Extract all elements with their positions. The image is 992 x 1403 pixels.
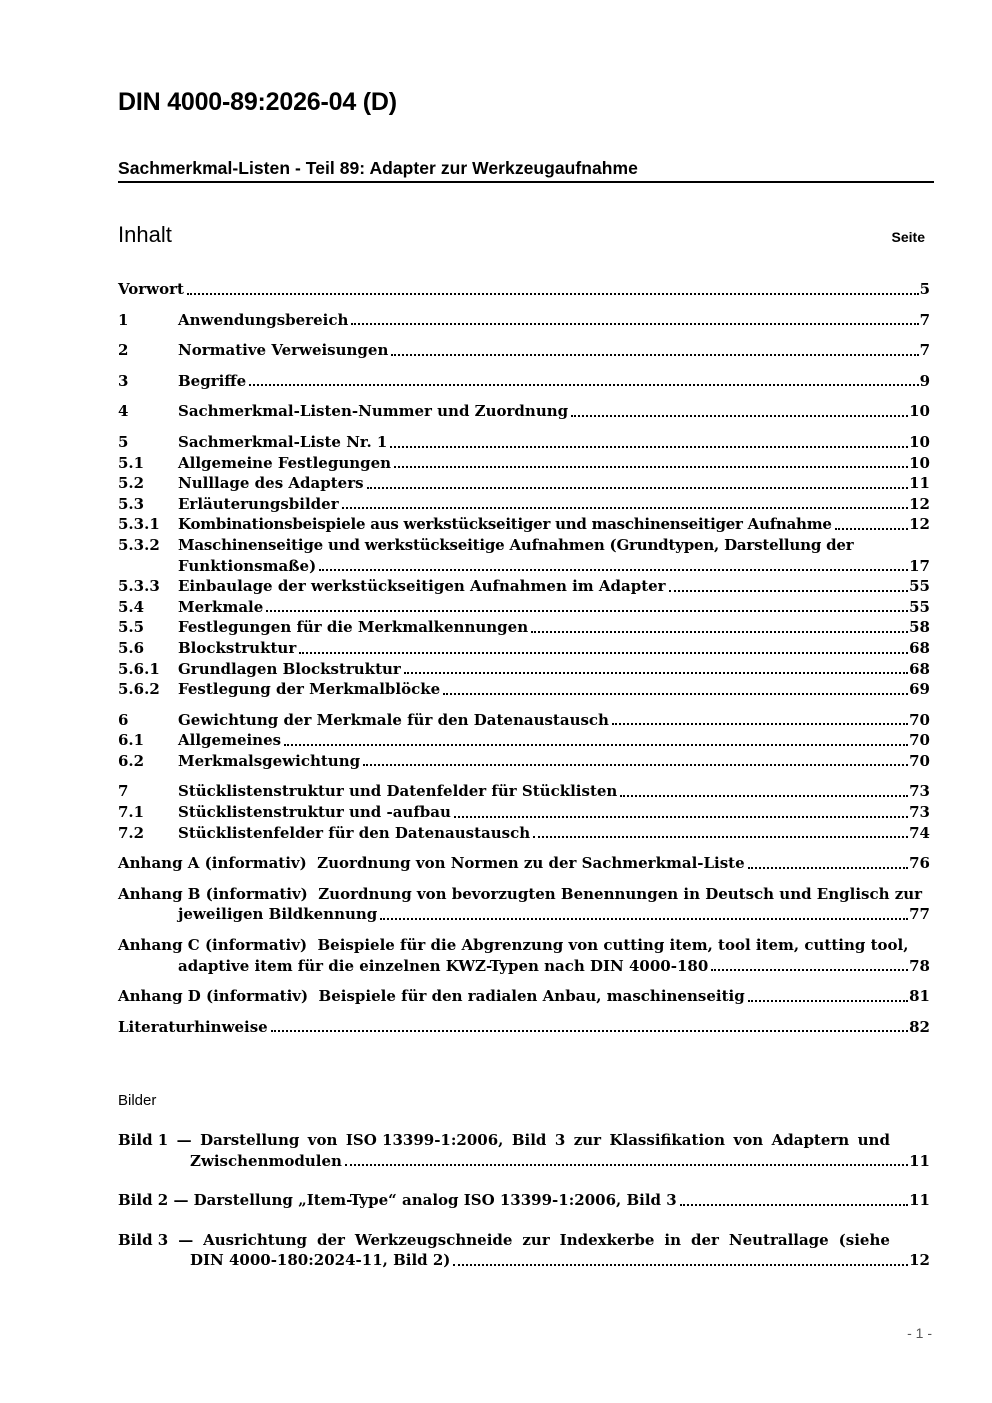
toc-entry-number: 5.1 [118, 453, 145, 472]
toc-entry-text: Literaturhinweise [118, 1017, 268, 1036]
toc-entry-text: Allgemeine Festlegungen [178, 453, 392, 472]
toc-entry-page: 11 [909, 474, 930, 493]
toc-entry-page: 81 [909, 987, 930, 1006]
toc-entry-annex-b[interactable] [118, 884, 930, 925]
leader-dots [404, 666, 908, 674]
toc-entry-5-5[interactable] [118, 617, 930, 638]
leader-dots [748, 994, 908, 1002]
toc-entry-page: 78 [909, 956, 930, 975]
toc-entry-page: 55 [909, 577, 930, 596]
toc-entry-annex-d[interactable] [118, 986, 930, 1007]
toc-entry-number: 5 [118, 432, 129, 451]
document-id: DIN 4000-89:2026-04 (D) [118, 88, 397, 116]
figure-word: der [690, 1230, 719, 1249]
toc-entry-text: Allgemeines [178, 731, 282, 750]
toc-entry-annex-c[interactable] [118, 935, 930, 976]
toc-entry-text: Festlegungen für die Merkmalkennungen [178, 618, 529, 637]
toc-entry-text: Stücklistenstruktur und -aufbau [178, 803, 451, 822]
figure-word: ISO 13399-1:2006, [345, 1131, 504, 1149]
leader-dots [711, 963, 908, 971]
list-of-figures [118, 1130, 930, 1290]
leader-dots [612, 717, 908, 725]
figure-entry-text-line1 [118, 1130, 890, 1151]
toc-entry-page: 17 [909, 556, 930, 575]
toc-entry-1[interactable] [118, 310, 930, 331]
toc-entry-text: Vorwort [118, 280, 184, 298]
figure-entry-text: Bild 2 — Darstellung „Item-Type“ analog ISO 13399-1:2006, Bild 3 [118, 1191, 677, 1210]
leader-dots [271, 1024, 908, 1032]
toc-entry-page: 68 [909, 638, 930, 657]
figure-word: zur [522, 1230, 550, 1249]
toc-entry-6-2[interactable] [118, 751, 930, 772]
toc-entry-text-line1: Anhang C (informativ) Beispiele für die Abgrenzung von cutting item, tool item, cutting tool, [118, 936, 909, 955]
toc-entry-number: 7 [118, 782, 129, 801]
toc-entry-page: 82 [909, 1017, 930, 1036]
toc-entry-text: Anwendungsbereich [178, 310, 349, 329]
toc-entry-page: 69 [909, 680, 930, 699]
figure-word: Darstellung [200, 1131, 300, 1149]
toc-entry-page: 10 [909, 432, 930, 451]
toc-entry-5-6-1[interactable] [118, 659, 930, 680]
figure-word: Bild [511, 1131, 547, 1149]
leader-dots [249, 378, 918, 386]
toc-entry-page: 7 [919, 310, 930, 329]
toc-entry-5-3[interactable] [118, 494, 930, 515]
toc-entry-text: Sachmerkmal-Liste Nr. 1 [178, 432, 388, 451]
toc-entry-text-line2: jeweiligen Bildkennung [178, 905, 378, 924]
toc-entry-number: 5.3.1 [118, 515, 160, 534]
toc-entry-number: 6 [118, 710, 129, 729]
table-of-contents [118, 279, 930, 1037]
toc-entry-page: 7 [919, 341, 930, 360]
toc-entry-text-line1: Maschinenseitige und werkstückseitige Aufnahmen (Grundtypen, Darstellung der [178, 535, 854, 554]
toc-entry-text: Stücklistenstruktur und Datenfelder für Stücklisten [178, 782, 618, 801]
toc-entry-5-4[interactable] [118, 597, 930, 618]
toc-entry-text: Erläuterungsbilder [178, 494, 339, 513]
toc-entry-6[interactable] [118, 710, 930, 731]
leader-dots [345, 1158, 908, 1166]
leader-dots [363, 758, 908, 766]
toc-entry-number: 6.1 [118, 731, 145, 750]
toc-entry-text-line1: Anhang B (informativ) Zuordnung von bevorzugten Benennungen in Deutsch und Englisch zur [118, 884, 923, 903]
figure-entry-2[interactable] [118, 1190, 930, 1211]
document-title: Sachmerkmal-Listen - Teil 89: Adapter zur Werkzeugaufnahme [118, 158, 638, 178]
figure-word: Neutrallage [728, 1230, 829, 1249]
toc-entry-page: 12 [909, 515, 930, 534]
figure-word: — [178, 1230, 194, 1249]
toc-entry-page: 70 [909, 751, 930, 770]
toc-entry-text: Normative Verweisungen [178, 341, 389, 360]
toc-entry-text: Stücklistenfelder für den Datenaustausch [178, 823, 531, 842]
toc-entry-number: 6.2 [118, 751, 145, 770]
leader-dots [394, 460, 908, 468]
toc-entry-text: Kombinationsbeispiele aus werkstückseitiger und maschinenseitiger Aufnahme [178, 515, 832, 534]
toc-entry-7-2[interactable] [118, 823, 930, 844]
toc-entry-number: 5.6.2 [118, 680, 160, 699]
toc-entry-annex-a[interactable] [118, 853, 930, 874]
toc-entry-literatur[interactable] [118, 1017, 930, 1038]
figure-word: der [316, 1230, 345, 1249]
figure-entry-text-line2: DIN 4000-180:2024-11, Bild 2) [190, 1251, 451, 1270]
figure-word: Indexkerbe [559, 1230, 655, 1249]
figure-entry-3[interactable] [118, 1230, 930, 1271]
leader-dots [380, 912, 908, 920]
leader-dots [266, 604, 908, 612]
toc-entry-page: 70 [909, 710, 930, 729]
toc-entry-text-line2: adaptive item für die einzelnen KWZ-Typen nach DIN 4000-180 [178, 956, 709, 975]
toc-entry-vorwort[interactable] [118, 279, 930, 300]
toc-entry-page: 70 [909, 731, 930, 750]
toc-entry-page: 10 [909, 453, 930, 472]
toc-entry-number: 5.6.1 [118, 659, 160, 678]
leader-dots [748, 861, 908, 869]
toc-entry-5-3-2[interactable] [118, 535, 930, 576]
toc-page-column-label: Seite [891, 229, 925, 245]
figure-entry-page: 12 [909, 1251, 930, 1270]
figure-entry-page: 11 [909, 1191, 930, 1210]
toc-entry-7-1[interactable] [118, 802, 930, 823]
toc-entry-3[interactable] [118, 371, 930, 392]
figure-entry-1[interactable] [118, 1130, 930, 1171]
toc-entry-2[interactable] [118, 340, 930, 361]
toc-entry-number: 2 [118, 341, 129, 360]
figure-word: Bild 3 [118, 1230, 169, 1249]
figure-word: Bild 1 [118, 1131, 169, 1149]
toc-entry-text: Einbaulage der werkstückseitigen Aufnahmen im Adapter [178, 577, 666, 596]
toc-entry-number: 1 [118, 310, 129, 329]
figure-word: von [733, 1131, 764, 1149]
toc-entry-text: Anhang A (informativ) Zuordnung von Normen zu der Sachmerkmal-Liste [118, 854, 745, 873]
toc-entry-text: Festlegung der Merkmalblöcke [178, 680, 441, 699]
leader-dots [835, 522, 908, 530]
toc-entry-5-3-3[interactable] [118, 576, 930, 597]
toc-entry-number: 5.4 [118, 597, 145, 616]
leader-dots [533, 830, 908, 838]
figure-word: Werkzeugschneide [354, 1230, 513, 1249]
leader-dots [571, 409, 908, 417]
leader-dots [669, 584, 909, 592]
toc-entry-6-1[interactable] [118, 730, 930, 751]
leader-dots [284, 738, 908, 746]
toc-entry-5-6-2[interactable] [118, 679, 930, 700]
toc-entry-5-3-1[interactable] [118, 514, 930, 535]
toc-entry-4[interactable] [118, 401, 930, 422]
toc-entry-number: 7.1 [118, 803, 145, 822]
toc-entry-number: 5.5 [118, 618, 145, 637]
leader-dots [342, 501, 909, 509]
leader-dots [620, 789, 908, 797]
leader-dots [453, 1258, 908, 1266]
toc-entry-number: 7.2 [118, 823, 145, 842]
figure-word: in [664, 1230, 682, 1249]
toc-entry-7[interactable] [118, 781, 930, 802]
toc-entry-number: 5.3 [118, 494, 145, 513]
toc-entry-page: 73 [909, 782, 930, 801]
toc-entry-number: 5.3.2 [118, 535, 160, 554]
toc-entry-text: Nulllage des Adapters [178, 474, 364, 493]
leader-dots [454, 810, 908, 818]
toc-entry-text: Merkmale [178, 597, 264, 616]
toc-entry-page: 73 [909, 803, 930, 822]
leader-dots [390, 440, 908, 448]
toc-entry-page: 55 [909, 597, 930, 616]
figure-word: Klassifikation [609, 1131, 726, 1149]
toc-heading: Inhalt [118, 222, 172, 247]
figure-word: — [176, 1131, 192, 1149]
toc-entry-page: 9 [919, 371, 930, 390]
toc-entry-5-2[interactable] [118, 473, 930, 494]
leader-dots [319, 563, 908, 571]
leader-dots [299, 646, 908, 654]
toc-entry-text: Sachmerkmal-Listen-Nummer und Zuordnung [178, 402, 569, 421]
figure-word: 3 [554, 1131, 566, 1149]
toc-entry-5[interactable] [118, 432, 930, 453]
figures-heading: Bilder [118, 1092, 157, 1109]
leader-dots [187, 287, 919, 295]
toc-entry-page: 10 [909, 402, 930, 421]
figure-word: von [307, 1131, 338, 1149]
toc-entry-page: 77 [909, 905, 930, 924]
toc-entry-text: Gewichtung der Merkmale für den Datenaustausch [178, 710, 609, 729]
toc-entry-number: 5.6 [118, 638, 145, 657]
leader-dots [531, 625, 908, 633]
leader-dots [391, 348, 918, 356]
leader-dots [367, 481, 909, 489]
figure-word: Adaptern [771, 1131, 850, 1149]
toc-entry-page: 5 [919, 280, 930, 298]
toc-entry-page: 58 [909, 618, 930, 637]
toc-entry-text: Blockstruktur [178, 638, 297, 657]
toc-entry-5-1[interactable] [118, 453, 930, 474]
leader-dots [680, 1198, 908, 1206]
toc-entry-number: 5.3.3 [118, 577, 160, 596]
figure-entry-page: 11 [909, 1151, 930, 1170]
toc-entry-page: 76 [909, 854, 930, 873]
toc-entry-text: Begriffe [178, 371, 247, 390]
toc-entry-number: 4 [118, 402, 129, 421]
figure-word: und [857, 1131, 890, 1149]
figure-entry-text-line1 [118, 1230, 890, 1251]
figure-word: (siehe [838, 1230, 890, 1249]
toc-entry-page: 12 [909, 494, 930, 513]
toc-entry-5-6[interactable] [118, 638, 930, 659]
figure-word: Ausrichtung [203, 1230, 307, 1249]
toc-entry-number: 5.2 [118, 474, 145, 493]
page-number: - 1 - [907, 1325, 932, 1341]
toc-entry-text: Merkmalsgewichtung [178, 751, 361, 770]
figure-word: zur [573, 1131, 602, 1149]
leader-dots [351, 317, 918, 325]
toc-entry-page: 74 [909, 823, 930, 842]
toc-entry-text: Grundlagen Blockstruktur [178, 659, 401, 678]
toc-entry-text-line2: Funktionsmaße) [178, 556, 317, 575]
leader-dots [443, 687, 908, 695]
title-rule [118, 181, 934, 183]
toc-entry-text: Anhang D (informativ) Beispiele für den radialen Anbau, maschinenseitig [118, 987, 745, 1006]
toc-entry-page: 68 [909, 659, 930, 678]
figure-entry-text-line2: Zwischenmodulen [190, 1151, 342, 1170]
toc-entry-number: 3 [118, 371, 129, 390]
